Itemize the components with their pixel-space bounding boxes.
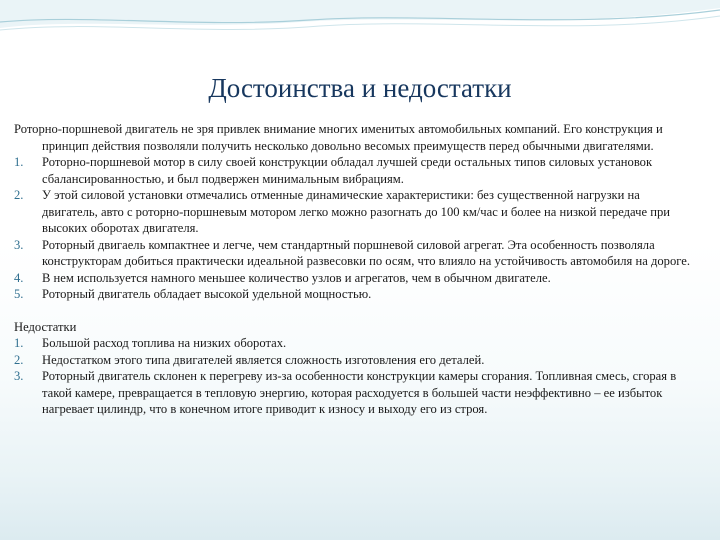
list-item [14,352,694,369]
list-number: 1. [14,155,24,169]
list-item-text: Роторный двигаель компактнее и легче, чем стандартный поршневой силовой агрегат. Эта особенность позволяла конструкторам добиться практически идеальной развесовки по осям, что влияло на устойчивость автомобиля на дороге. [42,237,691,268]
list-item-text: Роторно-поршневой мотор в силу своей конструкции обладал лучшей среди остальных типов силовых установок сбалансированностью, и был подвержен минимальным вибрациям. [42,155,653,186]
list-item [14,237,694,270]
list-item [14,335,694,352]
page-title: Достоинства и недостатки [208,73,512,103]
slide-content [14,121,694,418]
list-item-text: Роторный двигатель обладает высокой удельной мощностью. [42,287,372,301]
list-item [14,187,694,237]
list-item-text: Недостатком этого типа двигателей является сложность изготовления его деталей. [42,352,485,367]
list-item-text: Роторный двигатель склонен к перегреву из-за особенности конструкции камеры сгорания. Топливная смесь, сгорая в такой камере, превращается в тепловую энергию, которая расходуется в большей части неэффективно – ее избыток нагревает цилиндр, что в конечном итоге приводит к износу и выходу его из строя. [42,369,677,416]
list-number: 3. [14,369,24,383]
disadvantages-list [14,335,694,418]
decorative-wave [0,0,720,70]
list-number: 3. [14,237,24,252]
list-item-text: У этой силовой установки отмечались отменные динамические характеристики: без существенной нагрузки на двигатель, авто с роторно-поршневым мотором легко можно разогнать до 100 км/час и более на низкой передаче при высоких оборотах двигателя. [42,188,670,235]
list-item [14,154,694,187]
list-number: 1. [14,336,24,350]
disadvantages-heading: Недостатки [14,319,77,334]
list-number: 2. [14,352,24,367]
list-number: 2. [14,188,24,202]
advantages-list [14,154,694,303]
list-number: 4. [14,270,24,285]
list-item [14,368,694,418]
list-number: 5. [14,287,24,301]
list-item [14,286,694,303]
list-item-text: Большой расход топлива на низких оборотах. [42,336,287,350]
list-item [14,270,694,287]
intro-paragraph: Роторно-поршневой двигатель не зря привлек внимание многих именитых автомобильных компаний. Его конструкция и принцип действия позволяли получить несколько довольно весомых преимуществ перед обычными двигателями. [14,122,663,153]
list-item-text: В нем используется намного меньшее количество узлов и агрегатов, чем в обычном двигателе. [42,270,551,285]
